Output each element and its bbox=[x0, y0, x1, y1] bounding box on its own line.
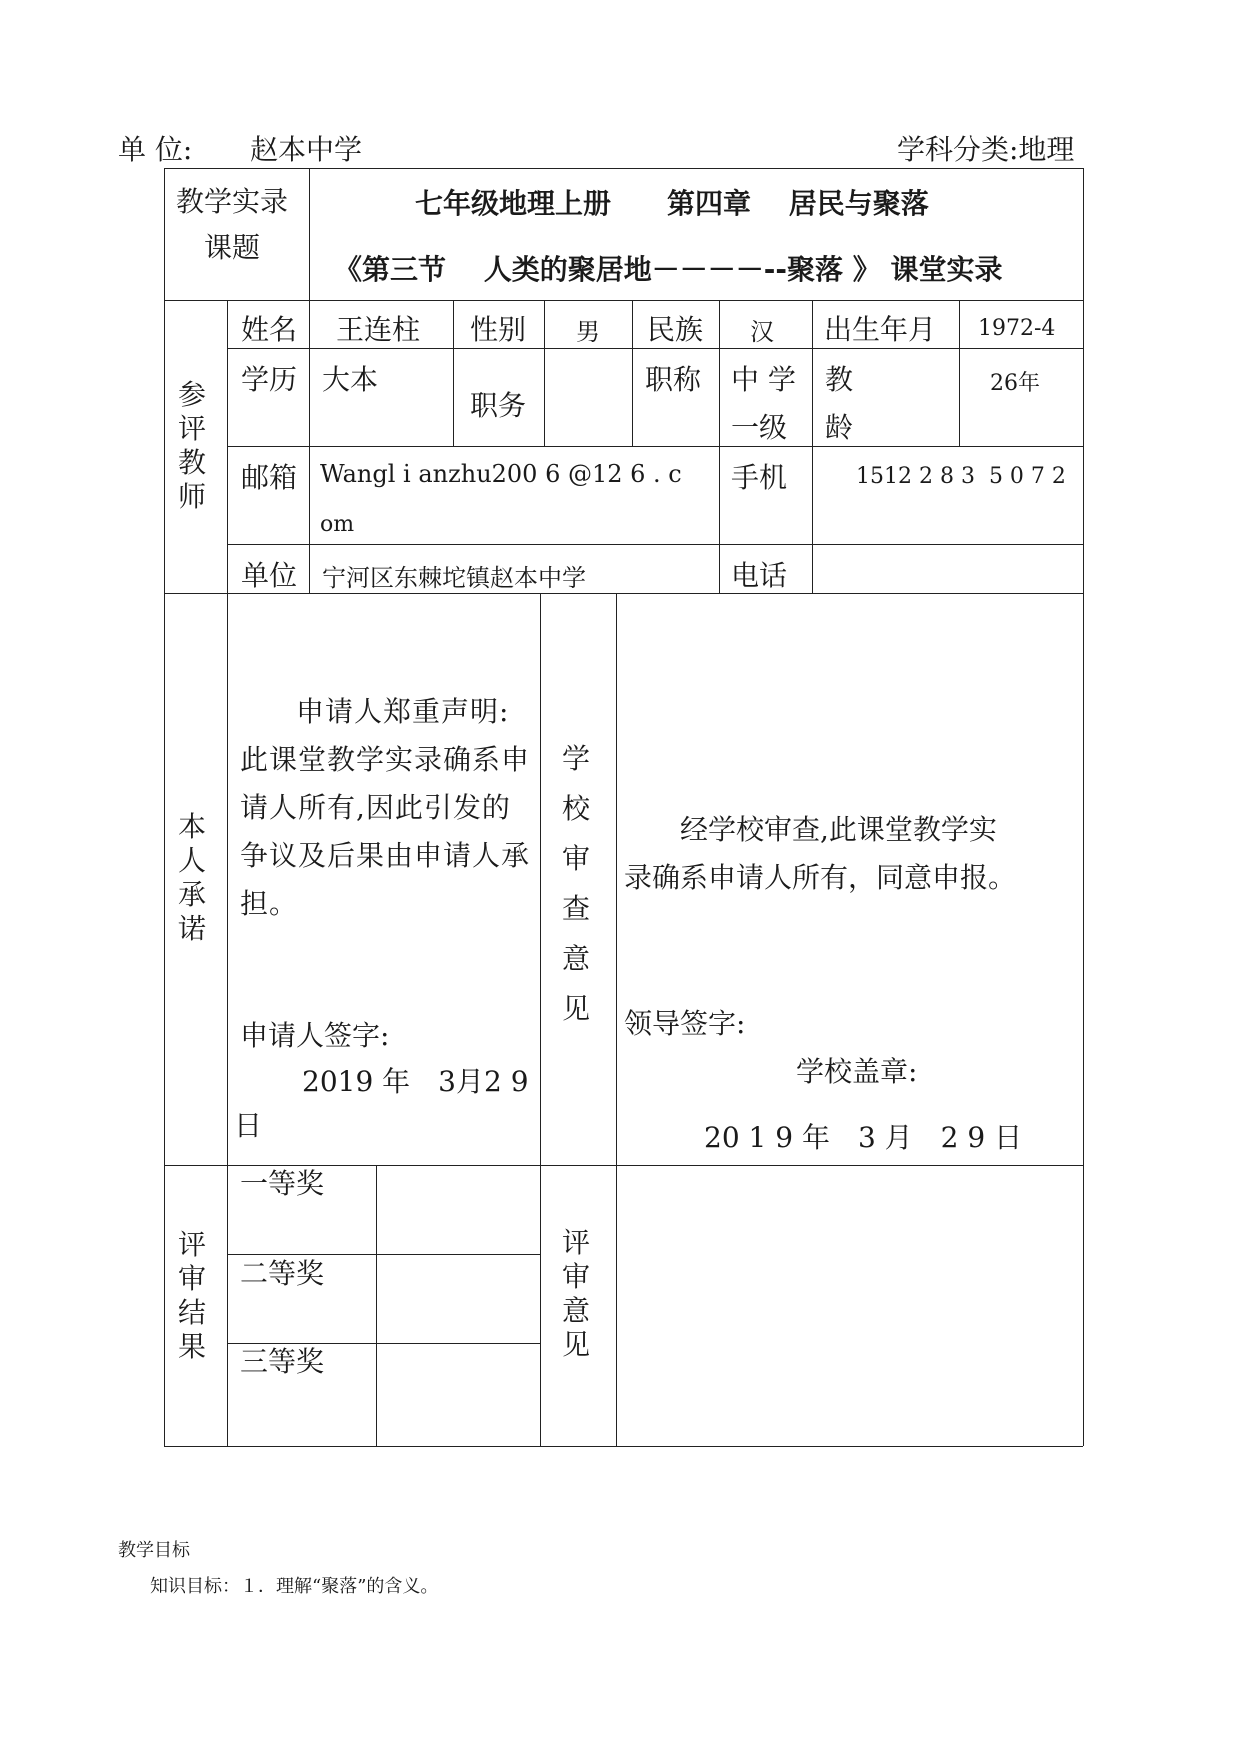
topic-title-line1: 七年级地理上册 第四章 居民与聚落 bbox=[415, 187, 929, 220]
topic-label-line2: 课题 bbox=[204, 231, 261, 264]
pledge-section-label: 本 人 承 诺 bbox=[178, 810, 207, 945]
leader-signature-label: 领导签字: bbox=[624, 1007, 746, 1040]
gender-label: 性别 bbox=[470, 313, 527, 346]
mobile-value: 1512 2 8 3 5 0 7 2 bbox=[856, 464, 1066, 489]
birth-value: 1972-4 bbox=[978, 316, 1056, 341]
title-value-line2: 一级 bbox=[731, 411, 788, 444]
pledge-signature-label: 申请人签字: bbox=[240, 1019, 390, 1052]
position-label: 职务 bbox=[470, 389, 527, 422]
email-value-line2: om bbox=[320, 512, 355, 537]
pledge-date-line1: 2019 年 3月2 9 bbox=[302, 1065, 529, 1098]
unit-row-label: 单位 bbox=[241, 559, 298, 592]
email-label: 邮箱 bbox=[241, 461, 298, 494]
knowledge-goal: 知识目标：１．理解“聚落”的含义。 bbox=[150, 1576, 439, 1597]
unit-value: 赵本中学 bbox=[250, 133, 363, 166]
mobile-label: 手机 bbox=[731, 461, 788, 494]
ethnicity-label: 民族 bbox=[647, 313, 704, 346]
education-value: 大本 bbox=[322, 363, 379, 396]
education-label: 学历 bbox=[241, 363, 298, 396]
years-label-line2: 龄 bbox=[825, 411, 854, 444]
award-second: 二等奖 bbox=[240, 1257, 325, 1290]
award-first: 一等奖 bbox=[240, 1167, 325, 1200]
topic-label-line1: 教学实录 bbox=[176, 185, 289, 218]
title-label: 职称 bbox=[645, 363, 702, 396]
evaluation-section-label: 评 审 结 果 bbox=[178, 1228, 207, 1363]
unit-row-value: 宁河区东棘坨镇赵本中学 bbox=[322, 564, 586, 592]
ethnicity-value: 汉 bbox=[750, 318, 774, 346]
award-third: 三等奖 bbox=[240, 1345, 325, 1378]
pledge-date-line2: 日 bbox=[234, 1109, 263, 1142]
email-value-line1: Wangl i anzhu200 6 @12 6 . c bbox=[320, 460, 682, 488]
school-review-date: 20 1 9 年 3 月 2 9 日 bbox=[704, 1121, 1023, 1154]
school-review-label: 学 校 审 查 意 见 bbox=[562, 742, 591, 1025]
birth-label: 出生年月 bbox=[824, 313, 937, 346]
name-label: 姓名 bbox=[241, 313, 298, 346]
pledge-statement: 申请人郑重声明:此课堂教学实录确系申请人所有,因此引发的争议及后果由申请人承担。 bbox=[240, 695, 531, 920]
teaching-goals-title: 教学目标 bbox=[118, 1540, 190, 1561]
name-value: 王连柱 bbox=[336, 313, 421, 346]
years-value: 26年 bbox=[990, 371, 1040, 396]
gender-value: 男 bbox=[576, 318, 600, 346]
unit-label: 单 位: bbox=[118, 133, 193, 166]
school-seal-label: 学校盖章: bbox=[796, 1055, 918, 1088]
subject-category: 学科分类:地理 bbox=[897, 133, 1075, 166]
years-label-line1: 教 bbox=[825, 363, 854, 396]
evaluation-opinion-label: 评 审 意 见 bbox=[562, 1226, 591, 1361]
teacher-section-label: 参 评 教 师 bbox=[178, 378, 207, 513]
title-value-line1: 中 学 bbox=[731, 363, 796, 396]
topic-title-line2: 《第三节 人类的聚居地－－－－--聚落 》 课堂实录 bbox=[334, 253, 1003, 286]
phone-label: 电话 bbox=[731, 559, 788, 592]
school-review-opinion: 经学校审查,此课堂教学实录确系申请人所有，同意申报。 bbox=[624, 813, 1017, 894]
